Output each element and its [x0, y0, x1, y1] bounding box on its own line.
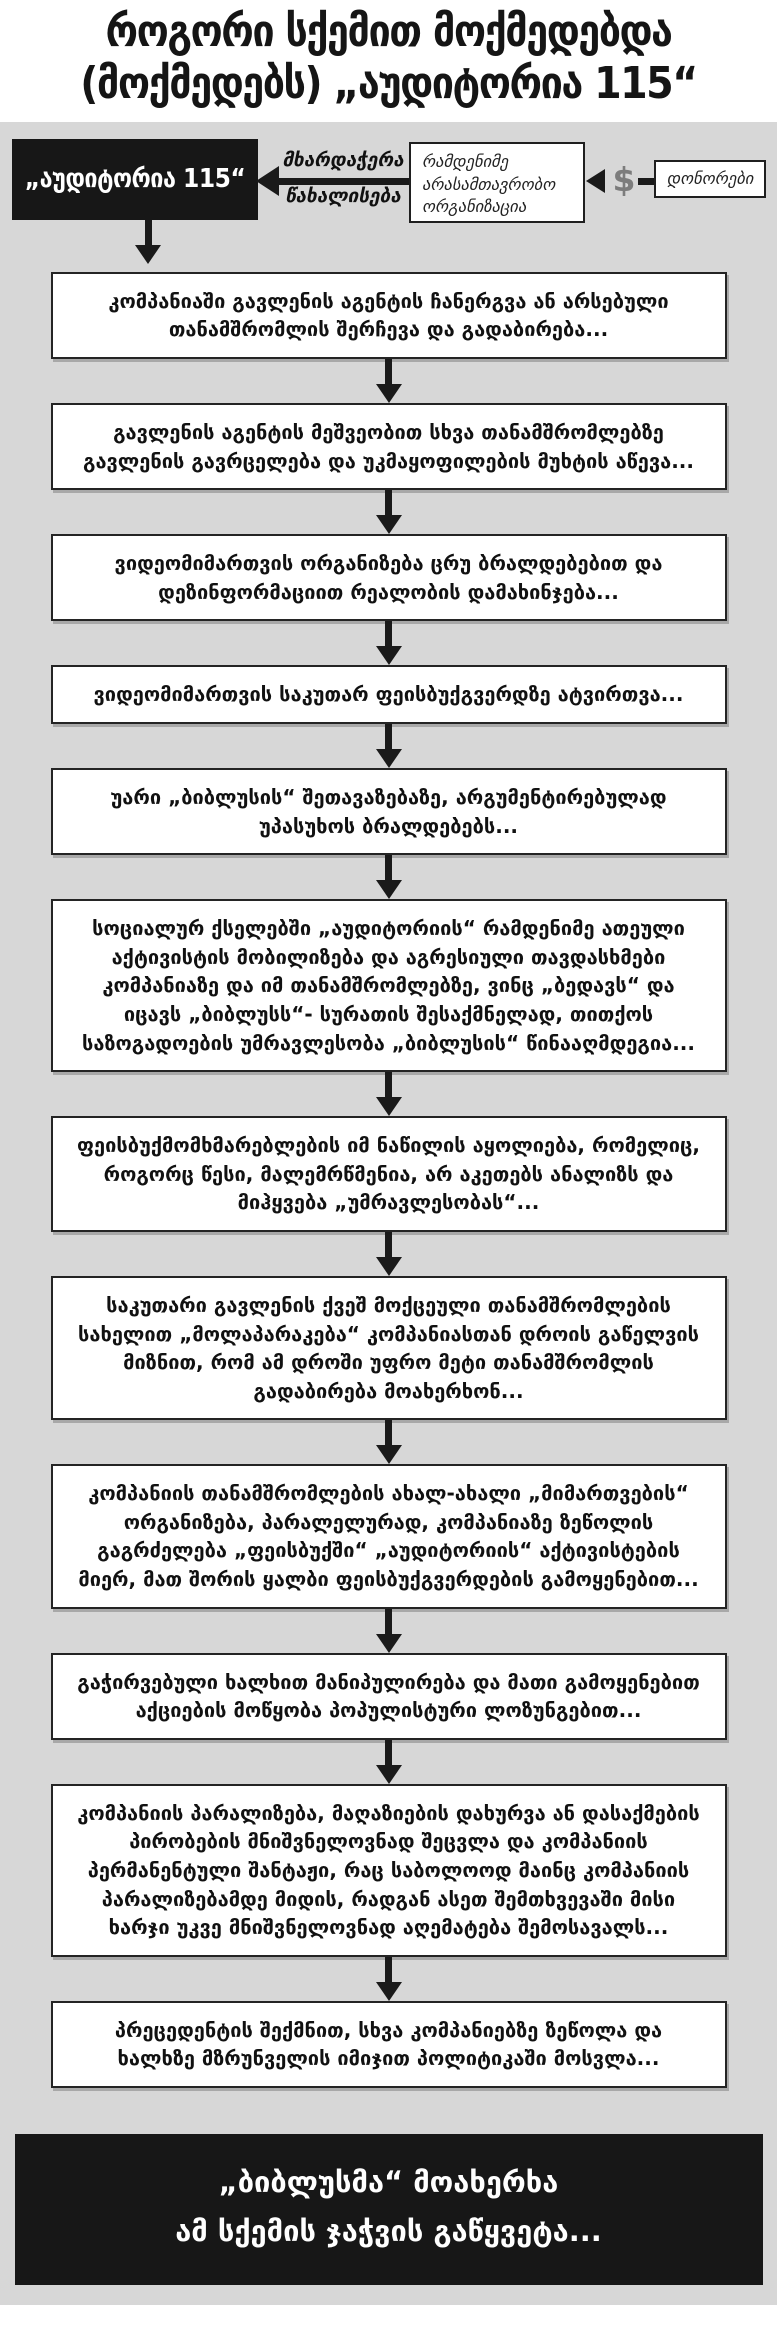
arrow-head — [376, 646, 402, 665]
flow-step-5: უარი „ბიბლუსის“ შეთავაზებაზე, არგუმენტირებულად უპასუხოს ბრალდებებს... — [51, 768, 727, 855]
conclusion-box — [15, 2134, 763, 2285]
arrow-down-icon — [376, 359, 402, 403]
arrow-down-icon — [376, 1232, 402, 1276]
flow-step-11: კომპანიის პარალიზება, მაღაზიების დახურვა ან დასაქმების პირობების მნიშვნელოვნად შეცვლა და კომპანიის პერმანენტული შანტაჟი, რაც საბოლოოდ მაინც კომპანიის პარალიზებამდე მიდის, რადგან ასეთ შემთხვევაში მისი ხარჯი უკვე მნიშვნელოვნად აღემატება შემოსავალს... — [51, 1784, 727, 1957]
flow-chain — [51, 272, 727, 2088]
donors-arrow-dash — [638, 178, 654, 185]
arrow-head — [376, 1445, 402, 1464]
ngo-box: რამდენიმე არასამთავრობო ორგანიზაცია — [409, 142, 585, 223]
arrow-down-icon — [376, 490, 402, 534]
arrow-shaft — [385, 1740, 392, 1765]
arrow-down-icon — [135, 220, 161, 264]
flow-step-7: ფეისბუქმომხმარებლების იმ ნაწილის აყოლიება, რომელიც, როგორც წესი, მალემრწმენია, არ აკეთებს ანალიზს და მიჰყვება „უმრავლესობას“... — [51, 1116, 727, 1232]
arrow-shaft — [385, 1420, 392, 1445]
arrow-shaft — [385, 490, 392, 515]
arrow-shaft — [385, 359, 392, 384]
page-title-line1: როგორი სქემით მოქმედებდა — [105, 6, 672, 57]
arrow-head — [376, 1634, 402, 1653]
arrow-down-icon — [376, 621, 402, 665]
arrow-head — [376, 880, 402, 899]
arrow-shaft — [385, 1609, 392, 1634]
funding-diagram — [0, 122, 777, 272]
arrow-head — [135, 245, 161, 264]
support-label: მხარდაჭერა — [282, 148, 404, 171]
arrow-head — [376, 749, 402, 768]
arrow-shaft — [385, 1232, 392, 1257]
arrow-shaft — [145, 220, 152, 245]
page-title — [0, 0, 777, 122]
flow-step-9: კომპანიის თანამშრომლების ახალ-ახალი „მიმართვების“ ორგანიზება, პარალელურად, კომპანიაზე ზეწოლის გაგრძელება „ფეისბუქში“ „აუდიტორიის“ აქტივისტების მიერ, მათ შორის ყალბი ფეისბუქგვერდების გამოყენებით... — [51, 1464, 727, 1608]
arrow-head — [376, 1765, 402, 1784]
arrow-shaft — [385, 1957, 392, 1982]
flow-step-10: გაჭირვებული ხალხით მანიპულირება და მათი გამოყენებით აქციების მოწყობა პოპულისტური ლოზუნგებით... — [51, 1653, 727, 1740]
arrow-head — [376, 1982, 402, 2001]
arrow-left-icon — [586, 169, 605, 193]
ngo-to-auditoria-arrow-shaft — [276, 178, 410, 185]
arrow-down-icon — [376, 1420, 402, 1464]
flow-step-4: ვიდეომიმართვის საკუთარ ფეისბუქგვერდზე ატვირთვა... — [51, 665, 727, 724]
arrow-shaft — [385, 621, 392, 646]
arrow-down-icon — [376, 1740, 402, 1784]
arrow-shaft — [385, 855, 392, 880]
flow-step-1: კომპანიაში გავლენის აგენტის ჩანერგვა ან არსებული თანამშრომლის შერჩევა და გადაბირება... — [51, 272, 727, 359]
arrow-head — [376, 1097, 402, 1116]
arrow-down-icon — [376, 855, 402, 899]
dollar-icon: $ — [612, 159, 636, 199]
flow-step-3: ვიდეომიმართვის ორგანიზება ცრუ ბრალდებებით და დეზინფორმაციით რეალობის დამახინჯება... — [51, 534, 727, 621]
diagram-panel — [0, 122, 777, 2305]
arrow-down-icon — [376, 724, 402, 768]
arrow-head — [376, 1257, 402, 1276]
flow-step-12: პრეცედენტის შექმნით, სხვა კომპანიებზე ზეწოლა და ხალხზე მზრუნველის იმიჯით პოლიტიკაში მოსვლა... — [51, 2001, 727, 2088]
page-title-line2: (მოქმედებს) „აუდიტორია 115“ — [80, 57, 697, 109]
encouragement-label: წახალისება — [285, 184, 401, 207]
arrow-left-icon — [256, 166, 279, 196]
auditoria-115-box: „აუდიტორია 115“ — [12, 139, 258, 220]
arrow-shaft — [385, 1072, 392, 1097]
arrow-down-icon — [376, 1609, 402, 1653]
arrow-down-icon — [376, 1957, 402, 2001]
arrow-head — [376, 384, 402, 403]
flow-step-2: გავლენის აგენტის მეშვეობით სხვა თანამშრომლებზე გავლენის გავრცელება და უკმაყოფილების მუხტის აწევა... — [51, 403, 727, 490]
flow-step-8: საკუთარი გავლენის ქვეშ მოქცეული თანამშრომლების სახელით „მოლაპარაკება“ კომპანიასთან დროის გაწელვის მიზნით, რომ ამ დროში უფრო მეტი თანამშრომლის გადაბირება მოახერხონ... — [51, 1276, 727, 1420]
arrow-down-icon — [376, 1072, 402, 1116]
conclusion-line1: „ბიბლუსმა“ მოახერხა — [218, 2165, 559, 2199]
flow-step-6: სოციალურ ქსელებში „აუდიტორიის“ რამდენიმე ათეული აქტივისტის მობილიზება და აგრესიული თავდასხმები კომპანიაზე და იმ თანამშრომლებზე, ვინც „ბედავს“ და იცავს „ბიბლუსს“- სურათის შესაქმნელად, თითქოს საზოგადოების უმრავლესობა „ბიბლუსის“ წინააღმდეგია... — [51, 899, 727, 1072]
arrow-shaft — [385, 724, 392, 749]
arrow-head — [376, 515, 402, 534]
donors-box: დონორები — [654, 160, 766, 198]
conclusion-line2: ამ სქემის ჯაჭვის გაწყვეტა... — [175, 2214, 602, 2249]
